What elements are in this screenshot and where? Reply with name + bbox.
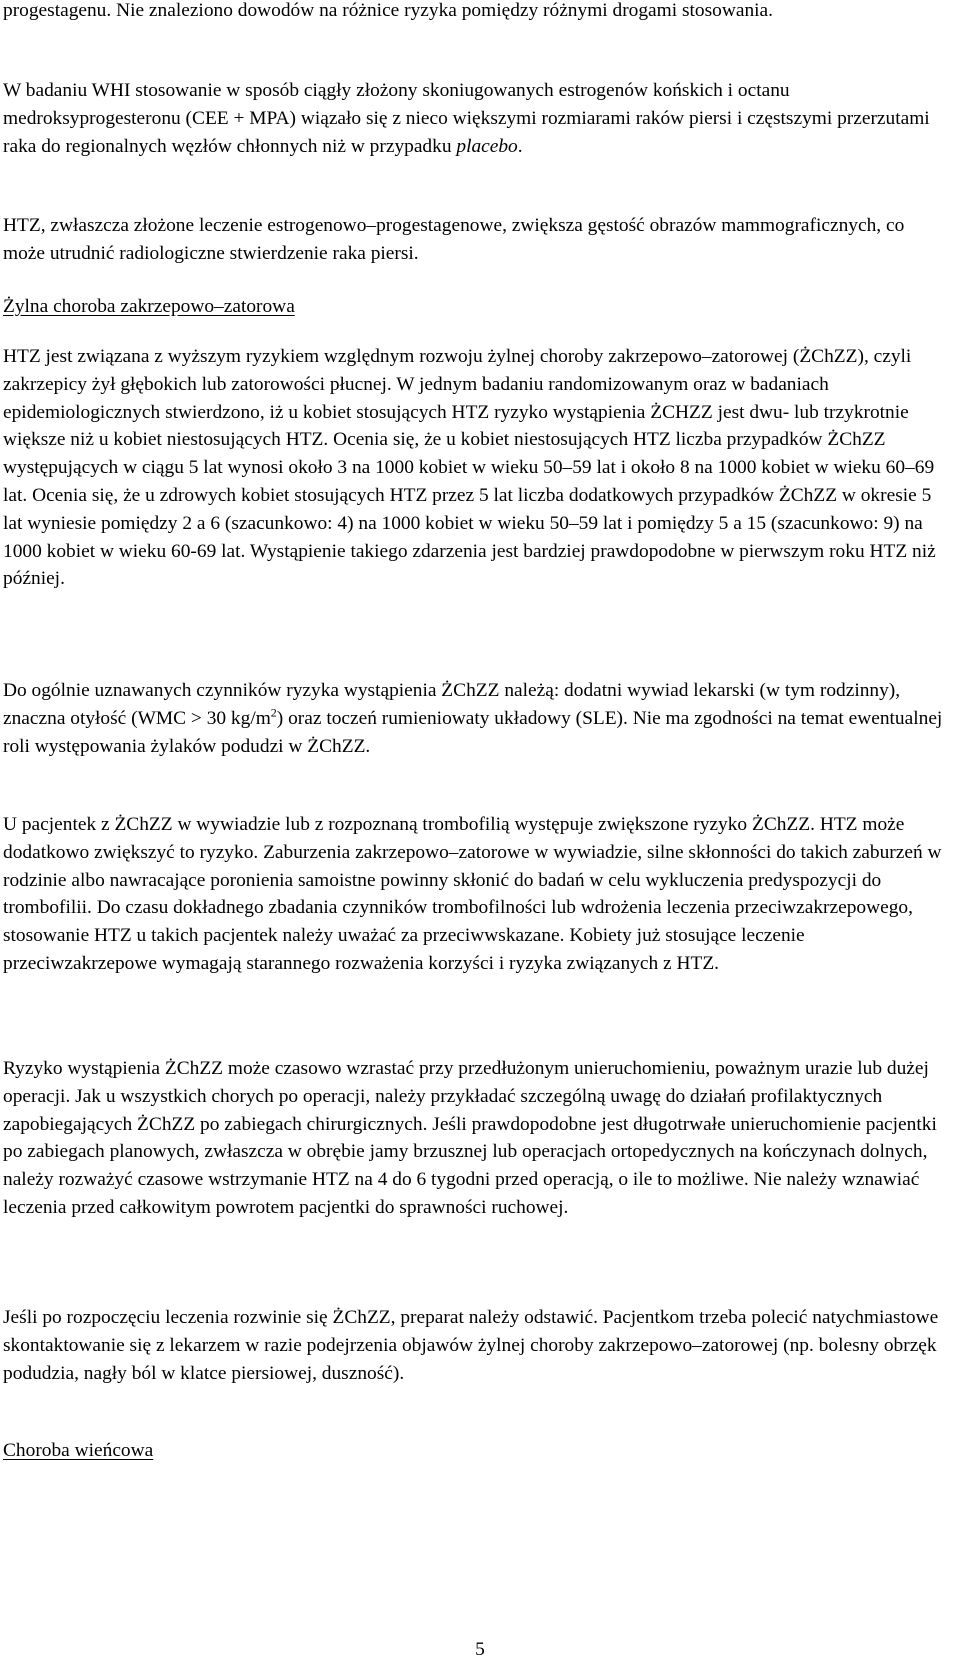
page-number: 5 (475, 1639, 485, 1660)
section-heading-choroba-wiencowa-text: Choroba wieńcowa (3, 1440, 154, 1461)
paragraph-whi (3, 77, 948, 160)
paragraph-whi-end: . (517, 135, 523, 157)
paragraph-czynniki-ryzyka (3, 677, 948, 760)
section-heading-choroba-wiencowa (3, 1437, 159, 1465)
paragraph-whi-text: W badaniu WHI stosowanie w sposób ciągły złożony skoniugowanych estrogenów końskich i octanu medroksyprogesteronu (CEE + MPA) wiązało się z nieco większymi rozmiarami raków piersi i częstszymi przerzutami raka do regionalnych węzłów chłonnych niż w przypadku (3, 80, 930, 157)
paragraph-trombofilia: U pacjentek z ŻChZZ w wywiadzie lub z rozpoznaną trombofilią występuje zwiększone ryzyko ŻChZZ. HTZ może dodatkowo zwiększyć to ryzyko. Zaburzenia zakrzepowo–zatorowe w wywiadzie, silne skłonności do takich zaburzeń w rodzinie albo nawracające poronienia samoistne powinny skłonić do badań w celu wykluczenia predyspozycji do trombofilii. Do czasu dokładnego zbadania czynników trombofilności lub wdrożenia leczenia przeciwzakrzepowego, stosowanie HTZ u takich pacjentek należy uważać za przeciwwskazane. Kobiety już stosujące leczenie przeciwzakrzepowe wymagają starannego rozważenia korzyści i ryzyka związanych z HTZ. (3, 814, 942, 974)
paragraph-zchzz-ryzyko: HTZ jest związana z wyższym ryzykiem względnym rozwoju żylnej choroby zakrzepowo–zatorowej (ŻChZZ), czyli zakrzepicy żył głębokich lub zatorowości płucnej. W jednym badaniu randomizowanym oraz w badaniach epidemiologicznych stwierdzono, iż u kobiet stosujących HTZ ryzyko wystąpienia ŻCHZZ jest dwu- lub trzykrotnie większe niż u kobiet niestosujących HTZ. Ocenia się, że u kobiet niestosujących HTZ liczba przypadków ŻChZZ występujących w ciągu 5 lat wynosi około 3 na 1000 kobiet w wieku 50–59 lat i około 8 na 1000 kobiet w wieku 60–69 lat. Ocenia się, że u zdrowych kobiet stosujących HTZ przez 5 lat liczba dodatkowych przypadków ŻChZZ w okresie 5 lat wyniesie pomiędzy 2 a 6 (szacunkowo: 4) na 1000 kobiet w wieku 50–59 lat i pomiędzy 5 a 15 (szacunkowo: 9) na 1000 kobiet w wieku 60-69 lat. Wystąpienie takiego zdarzenia jest bardziej prawdopodobne w pierwszym roku HTZ niż później. (3, 346, 936, 590)
paragraph-htz-mammografia: HTZ, zwłaszcza złożone leczenie estrogenowo–progestagenowe, zwiększa gęstość obrazów mammograficznych, co może utrudnić radiologiczne stwierdzenie raka piersi. (3, 215, 905, 264)
section-heading-zylna-choroba-text: Żylna choroba zakrzepowo–zatorowa (3, 296, 295, 317)
paragraph-unieruchomienie: Ryzyko wystąpienia ŻChZZ może czasowo wzrastać przy przedłużonym unieruchomieniu, poważnym urazie lub dużej operacji. Jak u wszystkich chorych po operacji, należy przykładać szczególną uwagę do działań profilaktycznych zapobiegających ŻChZZ po zabiegach chirurgicznych. Jeśli prawdopodobne jest długotrwałe unieruchomienie pacjentki po zabiegach planowych, zwłaszcza w obrębie jamy brzusznej lub operacjach ortopedycznych na kończynach dolnych, należy rozważyć czasowe wstrzymanie HTZ na 4 do 6 tygodni przed operacją, o ile to możliwe. Nie należy wznawiać leczenia przed całkowitym powrotem pacjentki do sprawności ruchowej. (3, 1058, 937, 1218)
paragraph-drogi-stosowania: progestagenu. Nie znaleziono dowodów na różnice ryzyka pomiędzy różnymi drogami stosowania. (3, 0, 774, 21)
superscript-2: 2 (270, 705, 277, 720)
paragraph-czynniki-ryzyka-text: Do ogólnie uznawanych czynników ryzyka wystąpienia ŻChZZ należą: dodatni wywiad lekarski (w tym rodzinny), znaczna otyłość (WMC > 30 kg/m (3, 680, 901, 729)
paragraph-czynniki-ryzyka-end: ) oraz toczeń rumieniowaty układowy (SLE). Nie ma zgodności na temat ewentualnej roli występowania żylaków podudzi w ŻChZZ. (3, 707, 943, 757)
section-heading-zylna-choroba (3, 293, 301, 321)
paragraph-odstawienie: Jeśli po rozpoczęciu leczenia rozwinie się ŻChZZ, preparat należy odstawić. Pacjentkom trzeba polecić natychmiastowe skontaktowanie się z lekarzem w razie podejrzenia objawów żylnej choroby zakrzepowo–zatorowej (np. bolesny obrzęk podudzia, nagły ból w klatce piersiowej, duszność). (3, 1307, 939, 1384)
placebo-italic: placebo (456, 135, 518, 157)
